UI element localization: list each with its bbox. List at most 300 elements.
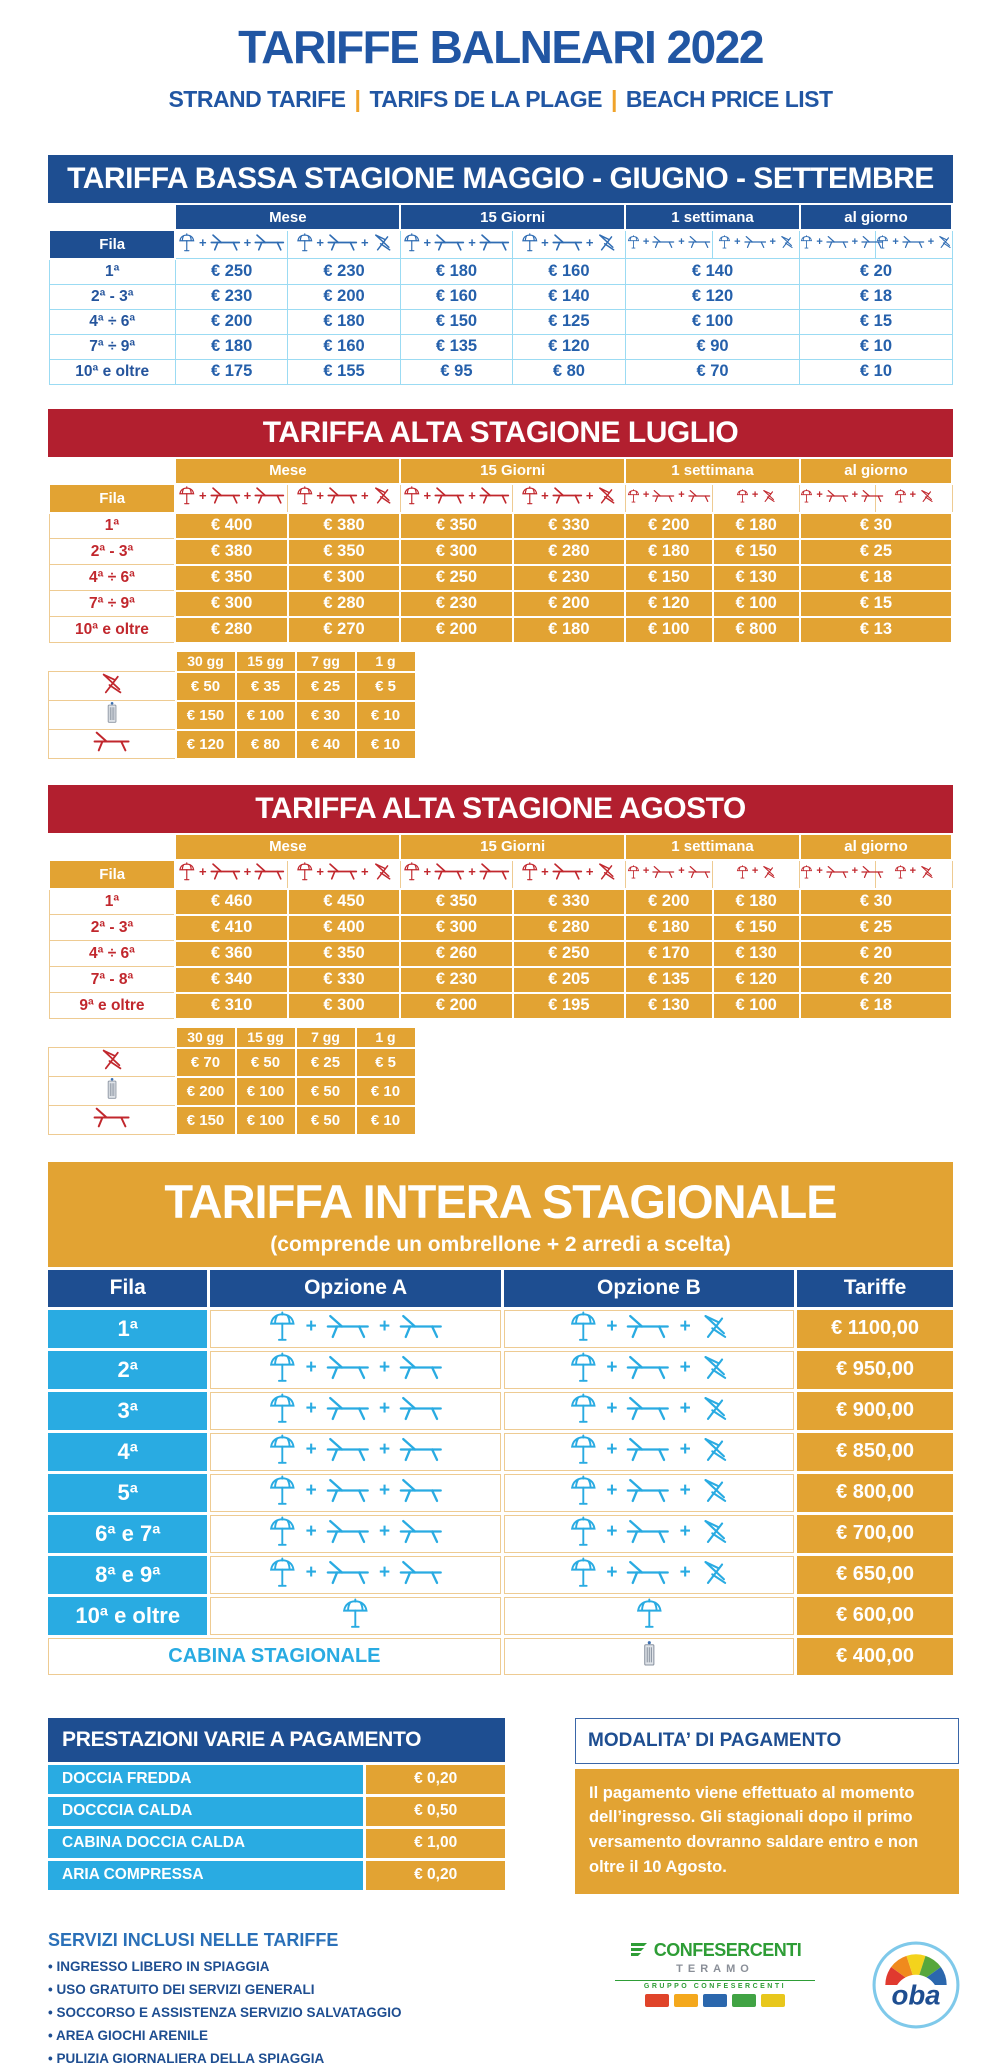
plus-sign: + (679, 1397, 691, 1419)
icon-set (641, 1640, 658, 1667)
prestazioni-title: PRESTAZIONI VARIE A PAGAMENTO (48, 1718, 505, 1762)
lounger-icon (552, 233, 583, 252)
price-cell: € 120 (176, 730, 236, 759)
modalita-pagamento-box (575, 1718, 959, 1894)
servizio-item: • INGRESSO LIBERO IN SPIAGGIA (48, 1958, 270, 1974)
price-cell: € 10 (800, 334, 952, 359)
lounger-icon (626, 1477, 670, 1504)
umbrella-icon (718, 235, 731, 249)
stagionale-header-row (48, 1270, 953, 1307)
price-cell: € 100 (236, 1106, 296, 1135)
duration-header: 15 gg (236, 651, 296, 672)
duration-header: 30 gg (176, 651, 236, 672)
lounger-icon (902, 235, 925, 249)
page-title: TARIFFE BALNEARI 2022 (238, 21, 763, 73)
umbrella-icon (569, 1393, 598, 1424)
umbrella-icon (627, 235, 640, 249)
plus-sign: + (360, 864, 369, 879)
umbrella-icon (341, 1598, 370, 1629)
prestazioni-box (48, 1718, 505, 1893)
stagionale-row (48, 1515, 953, 1553)
price-cell: € 450 (288, 889, 400, 915)
row-label-cell: 8ª e 9ª (48, 1556, 207, 1594)
lounger-icon (652, 865, 675, 879)
lounger-icon (434, 486, 465, 505)
umbrella-icon (521, 862, 539, 881)
icon-set (569, 1393, 729, 1424)
plus-sign: + (378, 1561, 391, 1583)
price-cell: € 50 (296, 1077, 356, 1106)
price-cell: € 120 (513, 334, 625, 359)
stagionale-column-header: Opzione B (504, 1270, 794, 1307)
plus-sign: + (851, 489, 859, 501)
deckchair-icon (596, 486, 617, 505)
icon-set (403, 233, 510, 252)
deckchair-icon (779, 235, 794, 249)
icon-set (627, 489, 711, 503)
stagionale-row (48, 1310, 953, 1348)
umbrella-icon (268, 1311, 297, 1342)
lounger-icon (327, 486, 358, 505)
lounger-icon (93, 730, 131, 753)
bassa-stagione-title-bar: TARIFFA BASSA STAGIONE MAGGIO - GIUGNO - SETTEMBRE (48, 155, 953, 203)
price-cell: € 100 (236, 1077, 296, 1106)
icon-header-row (49, 484, 952, 513)
plus-sign: + (198, 864, 207, 879)
price-cell: € 300 (288, 565, 400, 591)
footer-logos (615, 1940, 961, 2035)
icon-set (894, 865, 935, 879)
price-cell: € 135 (400, 334, 512, 359)
deckchair-icon (596, 233, 617, 252)
price-cell: € 200 (400, 617, 512, 643)
service-label-cell: DOCCCIA CALDA (48, 1797, 363, 1826)
column-icons-cell (288, 484, 400, 513)
price-cell: € 230 (513, 565, 625, 591)
row-label-cell: 9ª e oltre (49, 993, 175, 1019)
price-cell: € 310 (175, 993, 287, 1019)
lounger-icon (479, 233, 510, 252)
column-icons-cell (288, 230, 400, 259)
umbrella-icon (268, 1516, 297, 1547)
icon-set (296, 862, 393, 881)
cabina-icon-cell (504, 1638, 794, 1675)
plus-sign: + (816, 235, 823, 248)
price-cell: € 1100,00 (797, 1310, 953, 1348)
stagionale-column-header: Opzione A (210, 1270, 500, 1307)
price-cell: € 150 (176, 1106, 236, 1135)
umbrella-icon (736, 865, 749, 879)
icon-set (99, 1048, 124, 1071)
price-cell: € 180 (625, 539, 712, 565)
option-b-cell (504, 1515, 794, 1553)
row-label-cell: 10ª e oltre (49, 617, 175, 643)
plus-sign: + (606, 1397, 618, 1419)
lounger-icon (326, 1354, 370, 1381)
stagionale-column-header: Fila (48, 1270, 207, 1307)
price-cell: € 155 (288, 359, 400, 384)
plus-sign: + (305, 1438, 317, 1460)
price-cell: € 15 (800, 309, 952, 334)
service-label-cell: DOCCIA FREDDA (48, 1765, 363, 1794)
icon-set (521, 862, 618, 881)
umbrella-icon (296, 862, 314, 881)
row-label-cell: 1ª (49, 259, 175, 285)
plus-sign: + (541, 864, 549, 879)
footer (48, 1930, 961, 2066)
row-label-cell: 3ª (48, 1392, 207, 1430)
icon-set (876, 235, 952, 249)
price-cell: € 250 (175, 259, 287, 285)
umbrella-icon (569, 1311, 598, 1342)
plus-sign: + (198, 234, 207, 250)
plus-sign: + (851, 235, 859, 248)
price-cell: € 250 (400, 565, 512, 591)
umbrella-icon (268, 1393, 297, 1424)
umbrella-icon (403, 233, 421, 252)
plus-sign: + (316, 488, 324, 503)
confesercenti-group-band: GRUPPO CONFESERCENTI (615, 1980, 815, 1990)
lounger-icon (254, 233, 285, 252)
plus-sign: + (606, 1561, 618, 1583)
option-b-cell (504, 1474, 794, 1512)
modalita-title: MODALITA’ DI PAGAMENTO (575, 1718, 959, 1764)
plus-sign: + (606, 1315, 618, 1337)
row-label-cell: 1ª (49, 889, 175, 915)
price-cell: € 195 (513, 993, 625, 1019)
price-cell: € 35 (236, 672, 296, 701)
price-cell: € 180 (288, 309, 400, 334)
lounger-icon (652, 235, 675, 249)
plus-sign: + (679, 1315, 691, 1337)
lounger-icon (744, 235, 767, 249)
price-cell: € 350 (400, 889, 512, 915)
price-cell: € 330 (513, 513, 625, 539)
plus-sign: + (606, 1520, 618, 1542)
period-group-header: 15 Giorni (400, 458, 625, 484)
row-label-cell: 4ª ÷ 6ª (49, 941, 175, 967)
plus-sign: + (734, 235, 741, 248)
option-b-cell (504, 1310, 794, 1348)
price-cell: € 280 (288, 591, 400, 617)
umbrella-icon (178, 862, 196, 881)
deckchair-icon (99, 672, 124, 695)
plus-sign: + (585, 234, 594, 250)
price-cell: € 350 (288, 539, 400, 565)
price-cell: € 410 (175, 915, 287, 941)
icon-set (569, 1516, 729, 1547)
column-icons-cell (625, 230, 712, 259)
column-icons-cell (400, 230, 512, 259)
umbrella-icon (521, 233, 539, 252)
price-cell: € 350 (175, 565, 287, 591)
column-icons-cell (513, 230, 625, 259)
tariff-row (49, 259, 952, 285)
icon-set (178, 486, 285, 505)
price-cell: € 150 (713, 539, 800, 565)
price-cell: € 120 (625, 591, 712, 617)
service-label-cell: ARIA COMPRESSA (48, 1861, 363, 1890)
tariff-row (49, 967, 952, 993)
option-b-cell (504, 1597, 794, 1635)
column-icons-cell (876, 484, 952, 513)
servizio-item: • AREA GIOCHI ARENILE (48, 2027, 208, 2043)
plus-sign: + (316, 234, 324, 250)
plus-sign: + (423, 234, 432, 250)
price-cell: € 400 (175, 513, 287, 539)
umbrella-icon (569, 1434, 598, 1465)
plus-sign: + (909, 865, 917, 877)
column-icons-cell (713, 484, 800, 513)
price-cell: € 5 (356, 672, 416, 701)
price-cell: € 200 (513, 591, 625, 617)
season-tariff-table (48, 203, 953, 385)
icon-set (105, 1077, 119, 1100)
cabina-stagionale-row (48, 1638, 953, 1675)
item-icon-cell (49, 701, 176, 730)
duration-header: 1 g (356, 1027, 416, 1048)
prestazione-row (48, 1765, 505, 1794)
price-cell: € 460 (175, 889, 287, 915)
price-cell: € 230 (175, 284, 287, 309)
option-b-cell (504, 1392, 794, 1430)
cabina-label-cell: CABINA STAGIONALE (48, 1638, 501, 1675)
duration-header: 7 gg (296, 651, 356, 672)
price-cell: € 175 (175, 359, 287, 384)
price-cell: € 280 (175, 617, 287, 643)
period-group-header: Mese (175, 458, 400, 484)
lounger-icon (479, 486, 510, 505)
umbrella-icon (800, 235, 813, 249)
column-icons-cell (175, 230, 287, 259)
lounger-icon (652, 489, 675, 503)
price-cell: € 90 (625, 334, 800, 359)
column-icons-cell (175, 860, 287, 889)
plus-sign: + (305, 1315, 317, 1337)
partner-logo-chip (703, 1994, 727, 2007)
period-group-header: Mese (175, 834, 400, 860)
plus-sign: + (378, 1356, 391, 1378)
price-cell: € 100 (625, 309, 800, 334)
column-icons-cell (625, 484, 712, 513)
deckchair-icon (700, 1477, 729, 1504)
lounger-icon (326, 1559, 370, 1586)
stagionale-row (48, 1433, 953, 1471)
lounger-icon (326, 1436, 370, 1463)
lounger-icon (626, 1518, 670, 1545)
plus-sign: + (892, 235, 899, 248)
period-group-header: 15 Giorni (400, 204, 625, 230)
price-cell: € 650,00 (797, 1556, 953, 1594)
confesercenti-mark-icon (629, 1942, 649, 1958)
subtitle-separator: | (610, 86, 617, 112)
price-cell: € 25 (296, 672, 356, 701)
price-cell: € 13 (800, 617, 952, 643)
lounger-icon (688, 235, 711, 249)
icon-set (268, 1434, 443, 1465)
stagionale-row (48, 1474, 953, 1512)
price-cell: € 0,20 (363, 1765, 505, 1794)
plus-sign: + (679, 1520, 691, 1542)
price-cell: € 140 (513, 284, 625, 309)
tariff-row (49, 334, 952, 359)
icon-header-row (49, 230, 952, 259)
lounger-icon (399, 1395, 443, 1422)
plus-sign: + (927, 235, 935, 248)
price-cell: € 230 (400, 967, 512, 993)
icon-set (268, 1557, 443, 1588)
lounger-icon (688, 489, 711, 503)
item-icon-cell (49, 730, 176, 759)
plus-sign: + (769, 235, 776, 248)
umbrella-icon (894, 489, 907, 503)
plus-sign: + (678, 235, 685, 248)
extra-tariff-row (49, 1077, 416, 1106)
corner-blank (49, 651, 176, 672)
icon-set (627, 865, 711, 879)
plus-sign: + (606, 1356, 618, 1378)
plus-sign: + (909, 489, 917, 501)
tariff-row (49, 591, 952, 617)
price-cell: € 5 (356, 1048, 416, 1077)
price-cell: € 50 (236, 1048, 296, 1077)
row-label-cell: 2ª - 3ª (49, 539, 175, 565)
servizio-item: • PULIZIA GIORNALIERA DELLA SPIAGGIA (48, 2050, 325, 2066)
duration-header: 7 gg (296, 1027, 356, 1048)
icon-set (341, 1598, 370, 1629)
lounger-icon (626, 1313, 670, 1340)
option-a-cell (210, 1433, 500, 1471)
price-cell: € 150 (625, 565, 712, 591)
row-label-cell: 5ª (48, 1474, 207, 1512)
price-cell: € 180 (713, 889, 800, 915)
umbrella-icon (521, 486, 539, 505)
plus-sign: + (606, 1438, 618, 1460)
lounger-icon (626, 1395, 670, 1422)
plus-sign: + (305, 1356, 317, 1378)
icon-set (178, 862, 285, 881)
item-icon-cell (49, 672, 176, 701)
icon-set (569, 1311, 729, 1342)
price-cell: € 350 (400, 513, 512, 539)
row-label-cell: 2ª - 3ª (49, 284, 175, 309)
plus-sign: + (751, 489, 759, 501)
icon-set (521, 233, 618, 252)
umbrella-icon (268, 1557, 297, 1588)
price-cell: € 180 (175, 334, 287, 359)
row-label-cell: 10ª e oltre (48, 1597, 207, 1635)
corner-blank (49, 458, 175, 484)
column-icons-cell (876, 860, 952, 889)
icon-set (105, 701, 119, 724)
extra-tariff-row (49, 730, 416, 759)
tariff-row (49, 889, 952, 915)
plus-sign: + (679, 1438, 691, 1460)
umbrella-icon (569, 1557, 598, 1588)
extra-tariff-row (49, 672, 416, 701)
plus-sign: + (585, 488, 594, 503)
price-cell: € 40 (296, 730, 356, 759)
lounger-icon (326, 1477, 370, 1504)
price-cell: € 140 (625, 259, 800, 285)
price-cell: € 180 (625, 915, 712, 941)
plus-sign: + (378, 1438, 391, 1460)
column-icons-cell (288, 860, 400, 889)
price-cell: € 330 (513, 889, 625, 915)
price-cell: € 50 (176, 672, 236, 701)
price-cell: € 380 (175, 539, 287, 565)
lounger-icon (210, 862, 241, 881)
deckchair-icon (700, 1436, 729, 1463)
price-cell: € 100 (713, 993, 800, 1019)
icon-set (800, 235, 884, 249)
umbrella-icon (268, 1475, 297, 1506)
lounger-icon (210, 233, 241, 252)
icon-set (403, 486, 510, 505)
partner-logo-chip (732, 1994, 756, 2007)
price-cell: € 700,00 (797, 1515, 953, 1553)
price-cell: € 950,00 (797, 1351, 953, 1389)
option-a-cell (210, 1474, 500, 1512)
lounger-icon (861, 865, 884, 879)
duration-header: 30 gg (176, 1027, 236, 1048)
price-cell: € 260 (400, 941, 512, 967)
cabin-icon (105, 701, 119, 724)
price-cell: € 850,00 (797, 1433, 953, 1471)
price-cell: € 400,00 (797, 1638, 953, 1675)
price-cell: € 150 (176, 701, 236, 730)
stagionale-title: TARIFFA INTERA STAGIONALE (164, 1174, 837, 1228)
price-cell: € 10 (356, 701, 416, 730)
plus-sign: + (642, 235, 650, 248)
stagionale-row (48, 1597, 953, 1635)
lounger-icon (254, 486, 285, 505)
plus-sign: + (678, 489, 685, 501)
price-cell: € 130 (713, 941, 800, 967)
price-cell: € 200 (176, 1077, 236, 1106)
lounger-icon (826, 489, 849, 503)
plus-sign: + (305, 1479, 317, 1501)
umbrella-icon (268, 1352, 297, 1383)
price-cell: € 160 (513, 259, 625, 285)
row-label-cell: 2ª (48, 1351, 207, 1389)
column-icons-cell (513, 484, 625, 513)
plus-sign: + (360, 234, 369, 250)
row-label-cell: 7ª ÷ 9ª (49, 591, 175, 617)
price-cell: € 800,00 (797, 1474, 953, 1512)
icon-set (800, 489, 884, 503)
lounger-icon (688, 865, 711, 879)
period-group-header: 1 settimana (625, 204, 800, 230)
column-icons-cell (800, 484, 876, 513)
fila-header: Fila (49, 230, 175, 259)
plus-sign: + (378, 1397, 391, 1419)
icon-set (296, 486, 393, 505)
icon-set (268, 1352, 443, 1383)
tariff-row (49, 309, 952, 334)
plus-sign: + (243, 488, 252, 503)
column-icons-cell (713, 230, 800, 259)
deckchair-icon (372, 862, 393, 881)
umbrella-icon (403, 486, 421, 505)
lounger-icon (327, 233, 358, 252)
plus-sign: + (378, 1315, 391, 1337)
price-cell: € 400 (288, 915, 400, 941)
row-label-cell: 4ª ÷ 6ª (49, 565, 175, 591)
period-group-header: Mese (175, 204, 400, 230)
price-cell: € 20 (800, 967, 952, 993)
subtitle-strand-tarife: STRAND TARIFE (168, 86, 346, 112)
